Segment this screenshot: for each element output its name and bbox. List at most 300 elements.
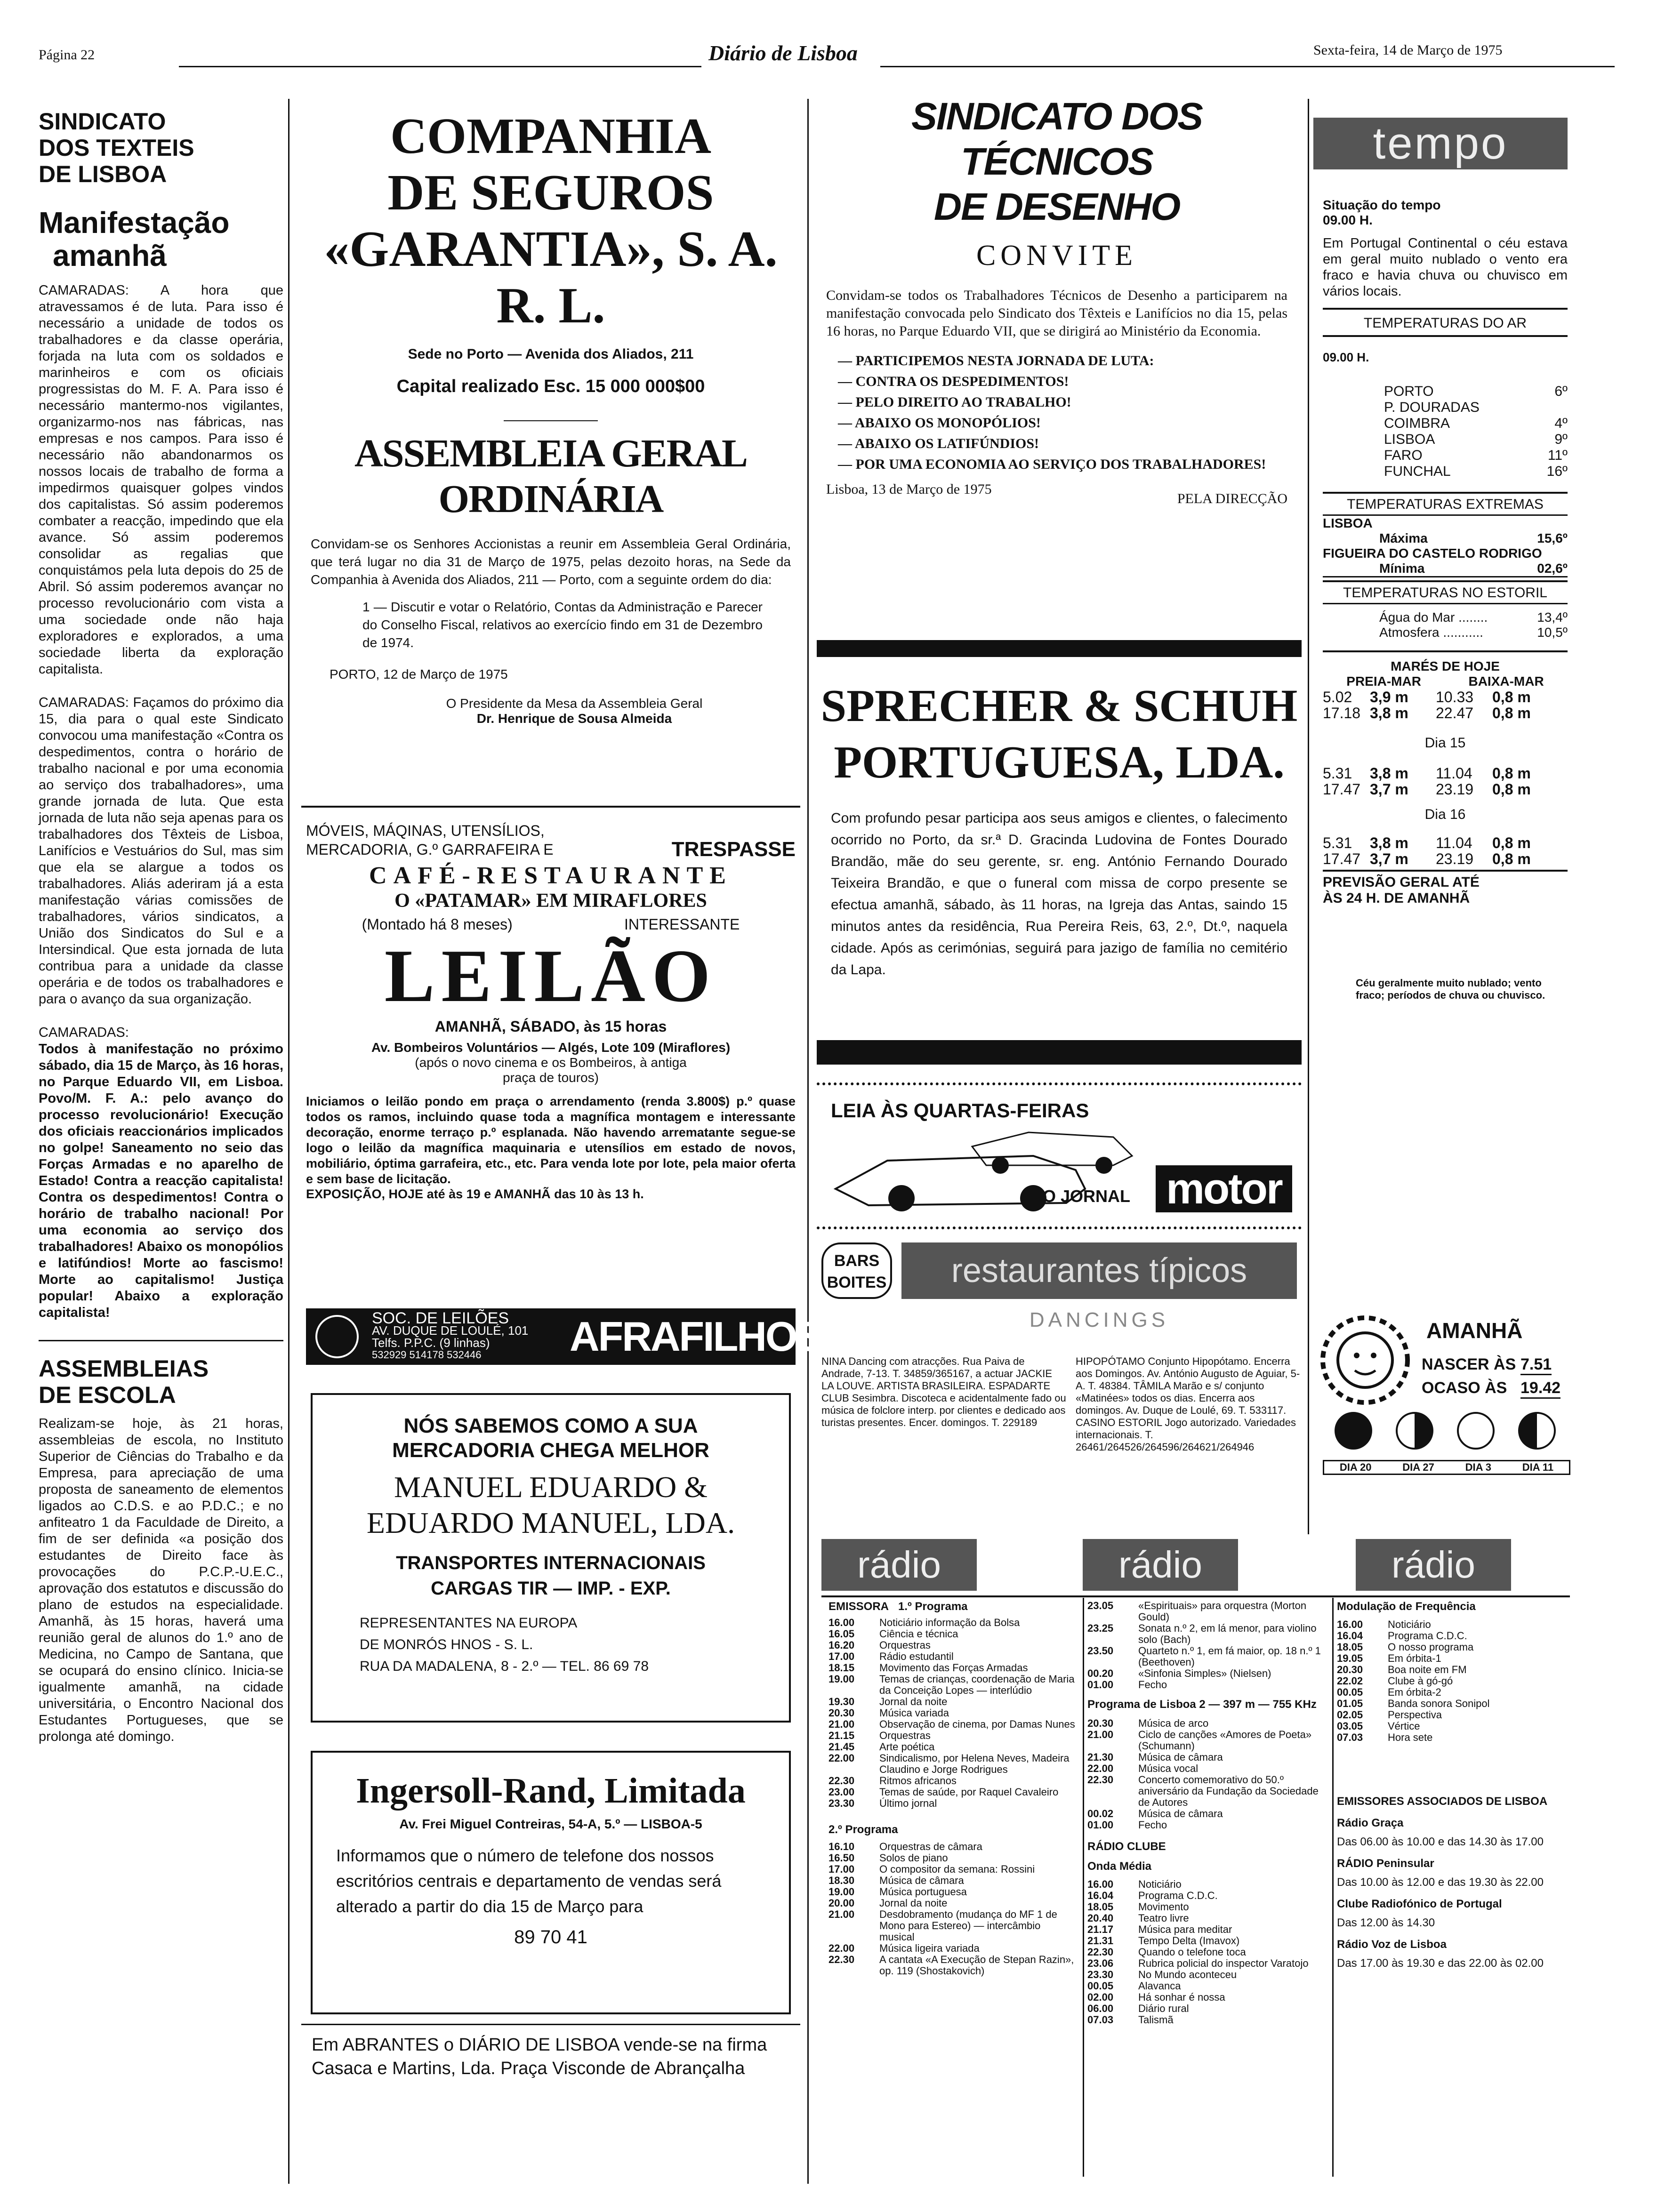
tecnicos-title: [812, 94, 1302, 230]
city-name: COIMBRA: [1384, 416, 1450, 431]
radio-col-rule: [1083, 1598, 1084, 2177]
radio-listing: [1337, 1664, 1563, 1675]
estoril-row: [1379, 610, 1568, 625]
baixamar-label: BAIXA-MAR: [1468, 674, 1544, 689]
ingersoll-phone: 89 70 41: [514, 1927, 587, 1948]
convite-title: CONVITE: [976, 240, 1138, 272]
tide-row: [1323, 835, 1568, 851]
radio-show: Temas de saúde, por Raquel Cavaleiro: [879, 1786, 1059, 1798]
tide-cell: 17.47: [1323, 781, 1361, 798]
col3-sindicato: [812, 94, 1302, 507]
radio-show: Teatro livre: [1138, 1912, 1189, 1924]
city-row: [1384, 384, 1568, 400]
divider: [504, 420, 598, 421]
dia16-label: Dia 16: [1424, 807, 1466, 822]
ingersoll-ad: [311, 1751, 791, 2014]
radio-show: Talismã: [1138, 2014, 1174, 2026]
radio-show: Ritmos africanos: [879, 1775, 957, 1787]
radio-listing: [1087, 2014, 1332, 2026]
radio-time: 23.50: [1087, 1645, 1114, 1657]
weather-section: [1323, 198, 1568, 1002]
exposicao: EXPOSIÇÃO, HOJE até às 19 e AMANHÃ das 10 às 13 h.: [306, 1187, 644, 1201]
radio-banner-1: rádio: [821, 1539, 977, 1591]
maxima-label: Máxima: [1379, 531, 1428, 545]
radio-show: Vértice: [1388, 1720, 1420, 1732]
radio-show: Orquestras de câmara: [879, 1841, 982, 1852]
new-moon-icon: [1335, 1412, 1372, 1450]
title-line: «GARANTIA», S. A. R. L.: [324, 221, 778, 334]
radio-show: Em órbita-1: [1388, 1652, 1441, 1664]
city-temp: 4º: [1554, 416, 1568, 431]
tides-15: [1323, 765, 1568, 797]
leilao-morada: Av. Bombeiros Voluntários — Algés, Lote 109 (Miraflores): [371, 1040, 731, 1055]
peninsular-label: RÁDIO Peninsular: [1337, 1857, 1434, 1870]
radio-listing: [1087, 1763, 1332, 1774]
companhia-title: [301, 108, 800, 334]
radio-time: 16.00: [1087, 1878, 1114, 1890]
radio-listing: [828, 1707, 1078, 1719]
radio-listing: [1337, 1698, 1563, 1709]
tide-row: [1323, 851, 1568, 867]
leilao-ad: [306, 821, 796, 1202]
ad-line: MERCADORIA CHEGA MELHOR: [392, 1439, 709, 1462]
radio-time: 20.30: [828, 1707, 855, 1719]
tide-cell: 3,7 m: [1370, 781, 1408, 798]
modulacao-label: Modulação de Frequência: [1337, 1600, 1476, 1613]
afra-lda: ,Lda: [822, 1331, 861, 1355]
montado-row: [306, 916, 796, 933]
nascer-label: NASCER ÀS: [1422, 1355, 1516, 1373]
ordem-do-dia: 1 — Discutir e votar o Relatório, Contas da Administração e Parecer do Conselho Fiscal, relativos ao exercício findo em 31 de Dezembro de 1974.: [362, 600, 763, 650]
radio-show: Movimento: [1138, 1901, 1189, 1913]
radio-show: No Mundo aconteceu: [1138, 1969, 1237, 1980]
porto-date: PORTO, 12 de Março de 1975: [330, 667, 508, 681]
radio-time: 00.02: [1087, 1808, 1114, 1819]
radio-listing: [1087, 1969, 1332, 1980]
radio-time: 21.17: [1087, 1923, 1114, 1935]
peninsular-times: Das 10.00 às 12.00 e das 19.30 às 22.00: [1337, 1876, 1544, 1889]
convite-text: Convidam-se todos os Trabalhadores Técnicos de Desenho a participarem na manifestação convocada pelo Sindicato dos Têxteis e Lanifícios no dia 15, pelas 16 horas, no Parque Eduardo VII, que se dirigirá ao Ministério da Economia.: [826, 288, 1287, 339]
radio-time: 18.05: [1087, 1901, 1114, 1913]
radio-show: Ciclo de canções «Amores de Poeta» (Schumann): [1138, 1729, 1312, 1752]
radio-listing: [1337, 1653, 1563, 1664]
estoril-row: [1379, 625, 1568, 640]
radio-time: 02.05: [1337, 1709, 1363, 1721]
tide-cell: 0,8 m: [1492, 781, 1531, 798]
radio-time: 17.00: [828, 1651, 855, 1662]
programa2-label: 2.º Programa: [828, 1823, 898, 1836]
radio-listing: [828, 1943, 1078, 1954]
sprecher-text: Com profundo pesar participa aos seus amigos e clientes, o falecimento ocorrido no Porto, da sr.ª D. Gracinda Ludovina de Fontes Dourado Brandão, mãe do seu gerente, sr. eng. António Fernando Dourado Teixeira Brandão, e que o funeral com missa de corpo presente se efectua amanhã, sábado, às 11 horas, na Igreja das Antas, saindo 15 minutos antes da residência, Rua Pereira Reis, 63, 2.º, Dt.º, naquela cidade. Após as cerimónias, seguirá para jazigo de família no cemitério da Lapa.: [831, 810, 1287, 978]
radio-listing: [1337, 1732, 1563, 1743]
header-rule-right: [880, 66, 1615, 67]
ingersoll-title: Ingersoll-Rand, Limitada: [356, 1771, 746, 1811]
masthead: Diário de Lisboa: [708, 41, 858, 65]
lisboa-date: Lisboa, 13 de Março de 1975: [826, 481, 992, 497]
transportes: [331, 1550, 770, 1601]
slogans-list: [812, 351, 1302, 475]
tide-cell: 3,8 m: [1370, 765, 1408, 782]
title-line: SINDICATO: [39, 108, 166, 135]
section-rule: [1323, 492, 1568, 494]
radio-show: Tempo Delta (Imavox): [1138, 1935, 1240, 1947]
ad-line: EDUARDO MANUEL, LDA.: [366, 1506, 735, 1539]
tide-cell: 23.19: [1436, 781, 1474, 798]
radio-time: 02.00: [1087, 1991, 1114, 2003]
radio-time: 22.02: [1337, 1675, 1363, 1687]
radio-time: 18.15: [828, 1662, 855, 1674]
radio-listing: [1087, 1958, 1332, 1969]
city-temp: 9º: [1554, 432, 1568, 447]
estoril-value: 13,4º: [1537, 610, 1568, 625]
ad-line: RUA DA MADALENA, 8 - 2.º — TEL. 86 69 78: [360, 1659, 649, 1674]
ingersoll-text: Informamos que o número de telefone dos nossos escritórios centrais e departamento de vendas será alterado a partir do dia 15 de Março para: [336, 1846, 722, 1916]
lisboa2-list: [1087, 1718, 1332, 1831]
radio-show: Concerto comemorativo do 50.º aniversário da Fundação da Sociedade de Autores: [1138, 1774, 1319, 1808]
city-temp: 6º: [1554, 384, 1568, 399]
voz-label: Rádio Voz de Lisboa: [1337, 1938, 1447, 1951]
title-line: ASSEMBLEIAS: [39, 1355, 209, 1382]
mares-title: MARÉS DE HOJE: [1391, 659, 1500, 673]
programa2-list: [828, 1841, 1078, 1977]
bars-section: [817, 1238, 1302, 1351]
clube-rp-label: Clube Radiofónico de Portugal: [1337, 1898, 1502, 1910]
radio-show: Quarteto n.º 1, em fá maior, op. 18 n.º 1 (Beethoven): [1138, 1645, 1321, 1668]
radio-show: Último jornal: [879, 1797, 937, 1809]
radio-time: 21.15: [828, 1730, 855, 1741]
radio-listing: [1087, 1668, 1332, 1679]
title-line: SPRECHER & SCHUH: [820, 681, 1298, 731]
graca-times: Das 06.00 às 10.00 e das 14.30 às 17.00: [1337, 1835, 1544, 1848]
radio-time: 21.00: [828, 1718, 855, 1730]
radio-rule: [821, 1595, 1570, 1597]
radio-show: Clube à gó-gó: [1388, 1675, 1453, 1687]
montado: (Montado há 8 meses): [362, 916, 513, 933]
estoril-value: 10,5º: [1537, 625, 1568, 640]
slogan: — POR UMA ECONOMIA AO SERVIÇO DOS TRABALHADORES!: [838, 457, 1266, 472]
radio-listing: [1087, 1947, 1332, 1958]
radio-listing: [1337, 1619, 1563, 1630]
sprecher-title: [817, 678, 1302, 791]
leilao-title: LEILÃO: [384, 934, 717, 1018]
section-rule: [301, 2024, 800, 2025]
radio-show: Banda sonora Sonipol: [1388, 1698, 1490, 1709]
previsao-title: PREVISÃO GERAL ATÉ ÀS 24 H. DE AMANHÃ: [1323, 874, 1480, 906]
radio-time: 16.05: [828, 1628, 855, 1640]
radio-show: O compositor da semana: Rossini: [879, 1863, 1035, 1875]
presidente-name: Dr. Henrique de Sousa Almeida: [476, 711, 672, 726]
city-name: P. DOURADAS: [1384, 400, 1480, 415]
radio-listing: [1087, 1729, 1332, 1752]
motor-ad: [817, 1082, 1302, 1229]
radio-show: Noticiário informação da Bolsa: [879, 1617, 1020, 1628]
radio-show: Orquestras: [879, 1639, 931, 1651]
radio-clube-label: RÁDIO CLUBE: [1087, 1840, 1166, 1853]
tempo-banner: tempo: [1313, 118, 1568, 169]
radio-show: Jornal da noite: [879, 1897, 948, 1909]
leilao-line-2-text: MERCADORIA, G.º GARRAFEIRA E: [306, 841, 554, 858]
radio-listing: [1087, 1879, 1332, 1890]
radio-time: 21.00: [828, 1908, 855, 1920]
radio-time: 23.30: [828, 1797, 855, 1809]
section-rule: [1323, 580, 1568, 582]
radio-show: Quando o telefone toca: [1138, 1946, 1246, 1958]
radio-show: Noticiário: [1138, 1878, 1182, 1890]
radio-show: Sonata n.º 2, em lá menor, para violino solo (Bach): [1138, 1622, 1317, 1645]
sindicato-title: [39, 108, 283, 187]
ocaso-label: OCASO ÀS: [1422, 1379, 1507, 1397]
radio-listing: [1337, 1642, 1563, 1653]
radio-time: 20.30: [1337, 1664, 1363, 1675]
soc-line: SOC. DE LEILÕES: [372, 1309, 509, 1327]
radio-listing: [828, 1651, 1078, 1662]
afra-filhos-banner: [306, 1308, 861, 1365]
presidente: O Presidente da Mesa da Assembleia Geral: [446, 696, 703, 711]
tides-header: [1323, 674, 1568, 689]
black-bar: [817, 640, 1302, 657]
fm-list: [1337, 1619, 1563, 1743]
radio-col-2: [1087, 1600, 1332, 2026]
radio-time: 16.50: [828, 1852, 855, 1864]
section-rule: [1323, 335, 1568, 337]
col1-article: [39, 108, 283, 1745]
estoril-temps: [1323, 610, 1568, 640]
radio-listing: [1087, 1924, 1332, 1935]
tide-cell: 0,8 m: [1492, 850, 1531, 867]
tides-today: [1323, 689, 1568, 721]
radio-listing: [828, 1954, 1078, 1977]
emissora: EMISSORA: [828, 1600, 889, 1613]
section-rule: [39, 1340, 283, 1341]
radio-show: O nosso programa: [1388, 1641, 1474, 1653]
sun-icon: [1318, 1313, 1412, 1407]
maxima-row: [1323, 531, 1568, 546]
soc-line: AV. DUQUE DE LOULÉ, 101: [372, 1323, 529, 1338]
radio-listing: [1087, 1600, 1332, 1623]
radio-time: 23.05: [1087, 1600, 1114, 1611]
section-rule: [1323, 870, 1568, 872]
radio-listing: [828, 1875, 1078, 1886]
radio-listing: [1337, 1709, 1563, 1721]
tide-cell: 11.04: [1436, 834, 1472, 851]
radio-banner-3: rádio: [1356, 1539, 1511, 1591]
radio-time: 21.31: [1087, 1935, 1114, 1947]
emissores-label: EMISSORES ASSOCIADOS DE LISBOA: [1337, 1795, 1548, 1808]
radio-show: Diário rural: [1138, 2003, 1189, 2014]
leilao-line-1: MÓVEIS, MÁQINAS, UTENSÍLIOS,: [306, 822, 545, 839]
capital: Capital realizado Esc. 15 000 000$00: [396, 377, 705, 396]
tides-16: [1323, 835, 1568, 867]
city-row: [1384, 448, 1568, 464]
assembleia-text: Convidam-se os Senhores Accionistas a reunir em Assembleia Geral Ordinária, que terá lugar no dia 31 de Março de 1975, pelas dezoito horas, na Sede da Companhia à Avenida dos Aliados, 211 — Porto, com a seguinte ordem do dia:: [311, 537, 791, 587]
tide-cell: 17.18: [1323, 705, 1361, 721]
headline-line: amanhã: [53, 239, 167, 272]
radio-listing: [828, 1787, 1078, 1798]
radio-time: 22.00: [828, 1752, 855, 1764]
radio-time: 19.00: [828, 1673, 855, 1685]
maxima-value: 15,6º: [1537, 531, 1568, 545]
ad-line: DE MONRÓS HNOS - S. L.: [360, 1637, 533, 1652]
radio-show: Música para meditar: [1138, 1923, 1232, 1935]
radio-time: 18.30: [828, 1875, 855, 1886]
bars-boites-badge: [821, 1242, 892, 1299]
radio-time: 19.00: [828, 1886, 855, 1898]
section-rule: [1323, 650, 1568, 652]
tide-row: [1323, 705, 1568, 721]
title-line: SINDICATO DOS TÉCNICOS: [911, 95, 1202, 183]
radio-col-1: [828, 1600, 1078, 1977]
radio-time: 16.20: [828, 1639, 855, 1651]
radio-time: 00.20: [1087, 1667, 1114, 1679]
leilao-text: Iniciamos o leilão pondo em praça o arrendamento (renda 3.800$) p.º quase todos os ramos, incluindo quase toda a magnífica montagem e interessante decoração, enorme terraço p.º esplanada. Não havendo arrematante segue-se logo o leilão da magnífica maquinaria e utensílios em estado de novos, mobiliário, óptima garrafeira, etc., etc. Para venda lote por lote, pela maior oferta e sem base de licitação.: [306, 1094, 796, 1186]
radio-time: 22.30: [1087, 1946, 1114, 1958]
moon-day: DIA 3: [1465, 1461, 1491, 1473]
radio-time: 23.25: [1087, 1622, 1114, 1634]
minima-row: [1323, 561, 1568, 577]
radio-listing: [1087, 1718, 1332, 1729]
radio-time: 23.06: [1087, 1957, 1114, 1969]
direccao: PELA DIRECÇÃO: [1177, 491, 1287, 506]
programa-mid-list: [1087, 1600, 1332, 1691]
assembleias-title: [39, 1355, 283, 1408]
radio-show: «Espirituais» para orquestra (Morton Gould): [1138, 1600, 1307, 1623]
radio-show: Perspectiva: [1388, 1709, 1442, 1721]
lisboa-label: LISBOA: [1323, 516, 1373, 530]
temp-ar-title: TEMPERATURAS DO AR: [1363, 315, 1527, 331]
motor-jornal: O JORNAL: [1043, 1186, 1131, 1206]
lisboa2-label: Programa de Lisboa 2 — 397 m — 755 KHz: [1087, 1698, 1317, 1711]
radio-listing: [1087, 1935, 1332, 1947]
radio-listing: [1087, 1808, 1332, 1819]
title-line: PORTUGUESA, LDA.: [834, 737, 1285, 788]
graca-label: Rádio Graça: [1337, 1817, 1404, 1829]
slogan: — ABAIXO OS LATIFÚNDIOS!: [838, 436, 1039, 451]
radio-listing: [828, 1640, 1078, 1651]
temp-estoril-title: TEMPERATURAS NO ESTORIL: [1343, 585, 1547, 601]
city-temp: 16º: [1546, 464, 1568, 479]
sprecher-ad: [817, 659, 1302, 981]
manuel-eduardo-ad: [311, 1393, 791, 1723]
radio-time: 23.30: [1087, 1969, 1114, 1980]
tide-cell: 3,8 m: [1370, 705, 1408, 721]
radio-time: 01.00: [1087, 1819, 1114, 1831]
radio-time: 03.05: [1337, 1720, 1363, 1732]
programa1-list: [828, 1617, 1078, 1809]
tide-cell: 5.02: [1323, 689, 1352, 705]
title-line: DE ESCOLA: [39, 1382, 176, 1408]
radio-time: 17.00: [828, 1863, 855, 1875]
radio-show: Temas de crianças, coordenação de Maria da Conceição Lopes — interlúdio: [879, 1673, 1075, 1696]
ad-line: TRANSPORTES INTERNACIONAIS: [396, 1553, 706, 1573]
radio-listing: [828, 1674, 1078, 1696]
sede: Sede no Porto — Avenida dos Aliados, 211: [408, 346, 694, 362]
moon-day: DIA 20: [1339, 1461, 1372, 1473]
tide-row: [1323, 689, 1568, 705]
radio-time: 16.04: [1087, 1890, 1114, 1901]
radio-show: Arte poética: [879, 1741, 935, 1753]
leilao-amanha: AMANHÃ, SÁBADO, às 15 horas: [434, 1018, 667, 1035]
motor-leia: LEIA ÀS QUARTAS-FEIRAS: [831, 1099, 1089, 1122]
radio-show: Solos de piano: [879, 1852, 948, 1864]
radio-time: 20.40: [1087, 1912, 1114, 1924]
radio-show: Música variada: [879, 1707, 949, 1719]
situacao-hour: 09.00 H.: [1323, 213, 1373, 227]
radio-show: Alavanca: [1138, 1980, 1181, 1992]
voz-times: Das 17.00 às 19.30 e das 22.00 às 02.00: [1337, 1957, 1544, 1970]
signature-row: [812, 481, 1302, 507]
city-temp: 11º: [1547, 448, 1568, 463]
radio-listing: [1087, 1774, 1332, 1808]
dia15-label: Dia 15: [1424, 735, 1466, 751]
radio-time: 19.05: [1337, 1652, 1363, 1664]
radio-time: 22.30: [828, 1954, 855, 1965]
radio-show: Fecho: [1138, 1679, 1167, 1691]
radio-show: Há sonhar é nossa: [1138, 1991, 1225, 2003]
black-bar: [817, 1040, 1302, 1065]
city-name: FARO: [1384, 448, 1423, 463]
col-separator-3: [1308, 99, 1309, 1534]
clube-rp-times: Das 12.00 às 14.30: [1337, 1916, 1435, 1929]
city-row: [1384, 464, 1568, 480]
full-moon-icon: [1457, 1412, 1495, 1450]
title-line: DE SEGUROS: [387, 165, 714, 221]
soc-leiloes: [372, 1309, 529, 1361]
radio-show: Programa C.D.C.: [1138, 1890, 1218, 1901]
last-quarter-icon: [1518, 1412, 1556, 1450]
radio-time: 16.04: [1337, 1630, 1363, 1642]
slogan: — ABAIXO OS MONOPÓLIOS!: [838, 415, 1041, 431]
radio-listing: [1087, 1913, 1332, 1924]
radio-listing: [1337, 1687, 1563, 1698]
tide-cell: 3,7 m: [1370, 850, 1408, 867]
sun-moon-box: [1313, 1308, 1577, 1487]
article-body-1: CAMARADAS: A hora que atravessamos é de luta. Para isso é necessário a unidade de todos os trabalhadores e da classe operária, forjada na luta com os soldados e marinheiros e com os oficiais progressistas do M. F. A. Para isso é necessário mantermo-nos vigilantes, organizarmo-nos nas fábricas, nas empresas e nos campos. Para isso é necessário não abandonarmos os nossos locais de trabalho de forma a impedirmos quaisquer golpes vindos dos capitalistas. Só assim poderemos combater a reacção, impedindo que ela avance. Só assim poderemos consolidar as regalias que conquistámos pela luta depois do 25 de Abril. Só assim poderemos avançar no processo revolucionário com vista a uma sociedade onde não haja exploradores e explorados, a uma sociedade liberta da exploração capitalista.: [39, 283, 283, 677]
estoril-label: Água do Mar ........: [1379, 610, 1488, 625]
slogan: — CONTRA OS DESPEDIMENTOS!: [838, 374, 1069, 389]
slogan: — PELO DIREITO AO TRABALHO!: [838, 394, 1071, 410]
city-row: [1384, 400, 1568, 416]
radio-show: Música vocal: [1138, 1763, 1199, 1774]
radio-time: 23.00: [828, 1786, 855, 1798]
radio-time: 00.05: [1337, 1686, 1363, 1698]
temp-ext-title: TEMPERATURAS EXTREMAS: [1347, 497, 1544, 512]
situacao: Situação do tempo: [1323, 198, 1441, 212]
programa1: 1.º Programa: [898, 1600, 968, 1613]
patamar: O «PATAMAR» EM MIRAFLORES: [394, 890, 707, 912]
article-body-2: CAMARADAS: Façamos do próximo dia 15, dia para o qual este Sindicato convocou uma manifestação «Contra os despedimentos, contra o horário de trabalho nacional e por uma economia ao serviço dos trabalhadores», uma grande jornada de luta. Que esta jornada de luta não seja apenas para os trabalhadores dos Têxteis de Lisboa, Lanifícios e Vestuários do Sul, mas sim que ela se alargue a todos os trabalhadores. Aliás aderiram já a esta manifestação várias comissões de trabalhadores, vários sindicatos, a União dos Sindicatos do Sul e a Intersindical. Que esta jornada de luta contribua para a unidade da classe operária e de todos os trabalhadores e para o avanço da sua organização.: [39, 695, 283, 1007]
radio-listing: [1087, 1819, 1332, 1831]
header-rule-left: [179, 66, 701, 67]
previsao-text: Céu geralmente muito nublado; vento fraco; períodos de chuva ou chuvisco.: [1356, 977, 1545, 1001]
onda-media-label: Onda Média: [1087, 1860, 1152, 1873]
soc-line: 532929 514178 532446: [372, 1349, 482, 1361]
moon-day: DIA 11: [1522, 1461, 1554, 1473]
tide-cell: 0,8 m: [1492, 689, 1531, 705]
minima-value: 02,6º: [1537, 561, 1568, 576]
tide-cell: 23.19: [1436, 850, 1474, 867]
city-temps: [1323, 384, 1568, 480]
ocaso-value: 19.42: [1520, 1379, 1560, 1399]
radio-time: 21.00: [1087, 1729, 1114, 1740]
radio-show: Sindicalismo, por Helena Neves, Madeira Claudino e Jorge Rodrigues: [879, 1752, 1070, 1775]
radio-show: «Sinfonia Simples» (Nielsen): [1138, 1667, 1271, 1679]
restaurantes-banner: restaurantes típicos: [901, 1242, 1297, 1299]
radio-time: 18.05: [1337, 1641, 1363, 1653]
slogan: — PARTICIPEMOS NESTA JORNADA DE LUTA:: [838, 353, 1154, 369]
city-name: LISBOA: [1384, 432, 1435, 447]
nascer-value: 7.51: [1520, 1355, 1552, 1375]
radio-time: 07.03: [1087, 2014, 1114, 2026]
